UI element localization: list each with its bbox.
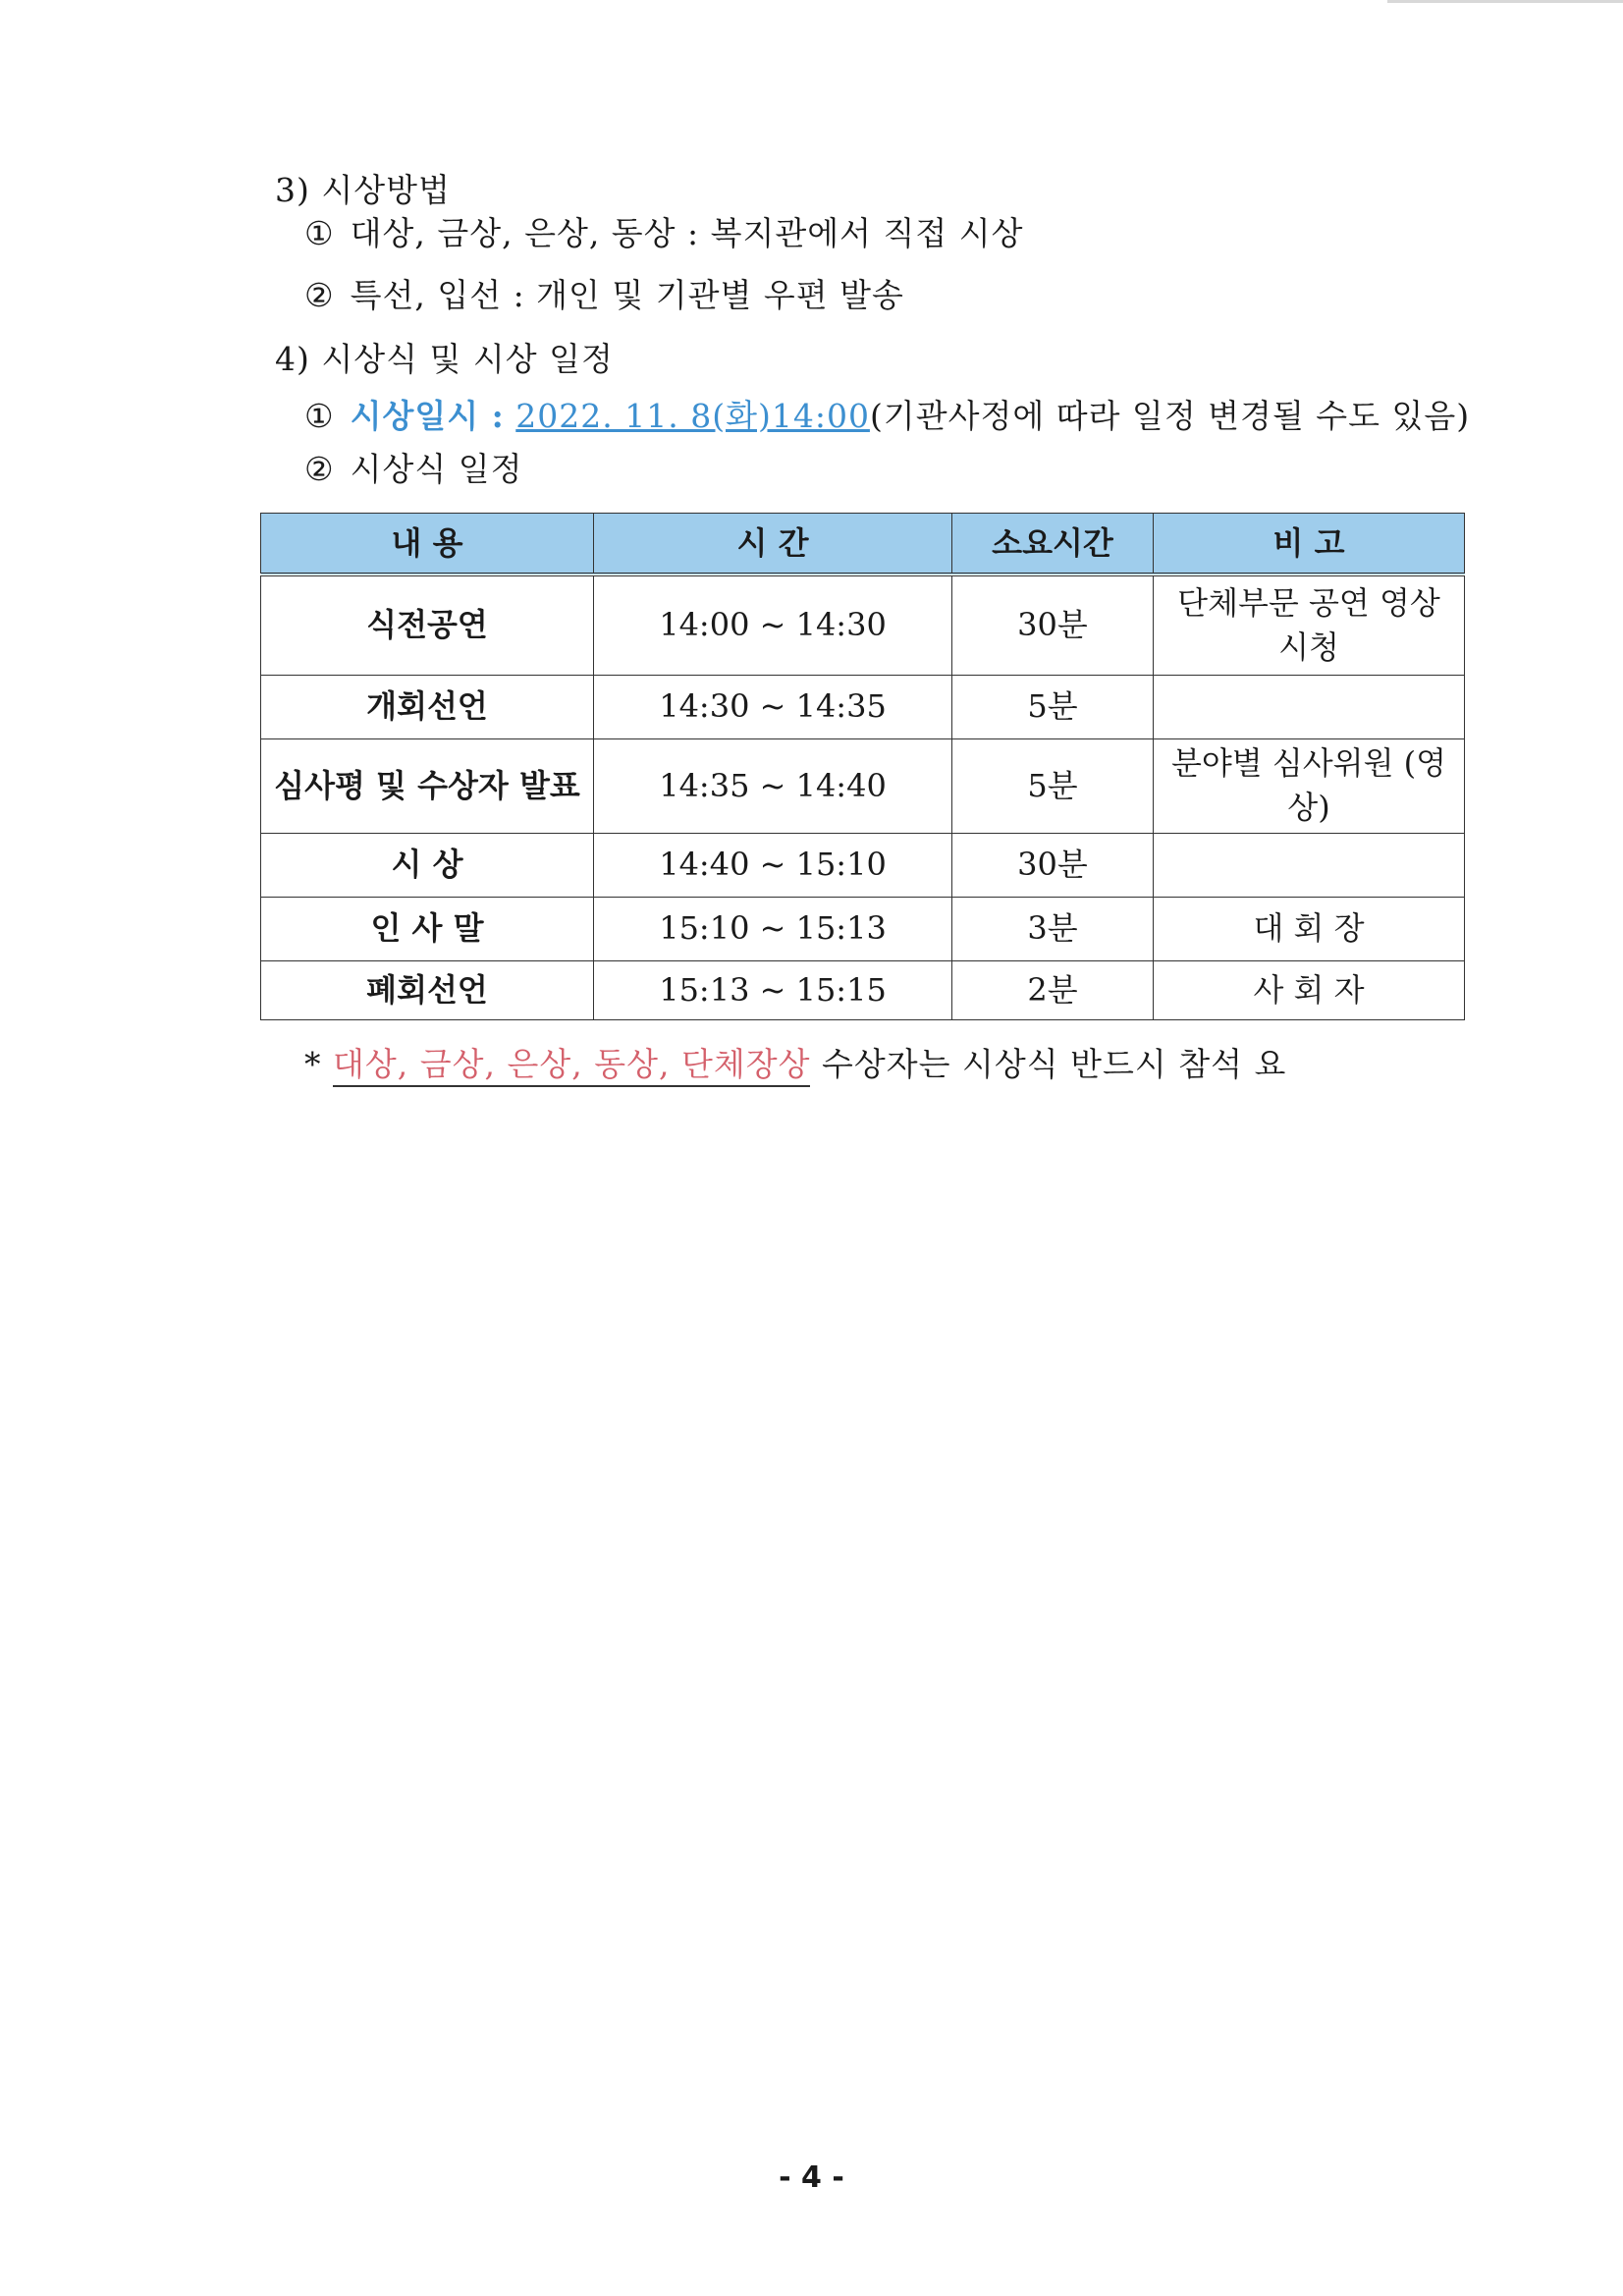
item-text: 대상, 금상, 은상, 동상 : 복지관에서 직접 시상 (350, 214, 1024, 252)
row-note (1154, 675, 1465, 738)
table-header-row (261, 514, 1465, 575)
row-name: 시 상 (261, 833, 594, 897)
section-3-heading: 3) 시상방법 (275, 171, 451, 209)
row-note: 사 회 자 (1154, 960, 1465, 1019)
award-datetime-note: (기관사정에 따라 일정 변경될 수도 있음) (869, 397, 1471, 435)
header-time: 시 간 (594, 514, 952, 575)
row-duration: 3분 (952, 897, 1154, 960)
row-name: 인 사 말 (261, 897, 594, 960)
row-time: 14:40 ~ 15:10 (594, 833, 952, 897)
row-time: 15:10 ~ 15:13 (594, 897, 952, 960)
row-note (1154, 833, 1465, 897)
section-4-item-2 (304, 444, 522, 490)
table-row (261, 897, 1465, 960)
item-marker: ① (304, 214, 335, 252)
row-time: 14:00 ~ 14:30 (594, 574, 952, 675)
table-row (261, 738, 1465, 833)
section-4-item-1 (304, 391, 1470, 437)
item-text: 특선, 입선 : 개인 및 기관별 우편 발송 (350, 276, 904, 314)
section-3-item-1 (304, 208, 1024, 254)
row-note: 분야별 심사위원 (영상) (1154, 738, 1465, 833)
footnote-highlight: 대상, 금상, 은상, 동상, 단체장상 (333, 1045, 810, 1087)
award-datetime-label: 시상일시 : (350, 397, 505, 435)
table-row (261, 960, 1465, 1019)
header-note: 비 고 (1154, 514, 1465, 575)
table-row (261, 574, 1465, 675)
item-marker: ① (304, 397, 335, 435)
row-duration: 2분 (952, 960, 1154, 1019)
row-name: 폐회선언 (261, 960, 594, 1019)
row-name: 개회선언 (261, 675, 594, 738)
header-content: 내 용 (261, 514, 594, 575)
row-note: 대 회 장 (1154, 897, 1465, 960)
row-duration: 5분 (952, 738, 1154, 833)
row-name: 식전공연 (261, 574, 594, 675)
ceremony-schedule-table (260, 513, 1465, 1020)
footnote (304, 1039, 1286, 1085)
table-row (261, 675, 1465, 738)
section-4-heading: 4) 시상식 및 시상 일정 (275, 340, 614, 378)
item-marker: ② (304, 450, 335, 488)
item-text: 시상식 일정 (350, 450, 523, 488)
row-time: 15:13 ~ 15:15 (594, 960, 952, 1019)
scan-edge-line (1387, 0, 1623, 3)
footnote-star: * (304, 1045, 322, 1083)
award-datetime: 2022. 11. 8(화)14:00 (515, 397, 870, 435)
page-number: - 4 - (779, 2160, 844, 2195)
row-name: 심사평 및 수상자 발표 (261, 738, 594, 833)
row-note: 단체부문 공연 영상 시청 (1154, 574, 1465, 675)
row-duration: 30분 (952, 833, 1154, 897)
section-3-item-2 (304, 270, 904, 316)
row-duration: 5분 (952, 675, 1154, 738)
footnote-text: 수상자는 시상식 반드시 참석 요 (821, 1045, 1287, 1083)
row-time: 14:35 ~ 14:40 (594, 738, 952, 833)
table-row (261, 833, 1465, 897)
header-duration: 소요시간 (952, 514, 1154, 575)
row-time: 14:30 ~ 14:35 (594, 675, 952, 738)
item-marker: ② (304, 276, 335, 314)
row-duration: 30분 (952, 574, 1154, 675)
